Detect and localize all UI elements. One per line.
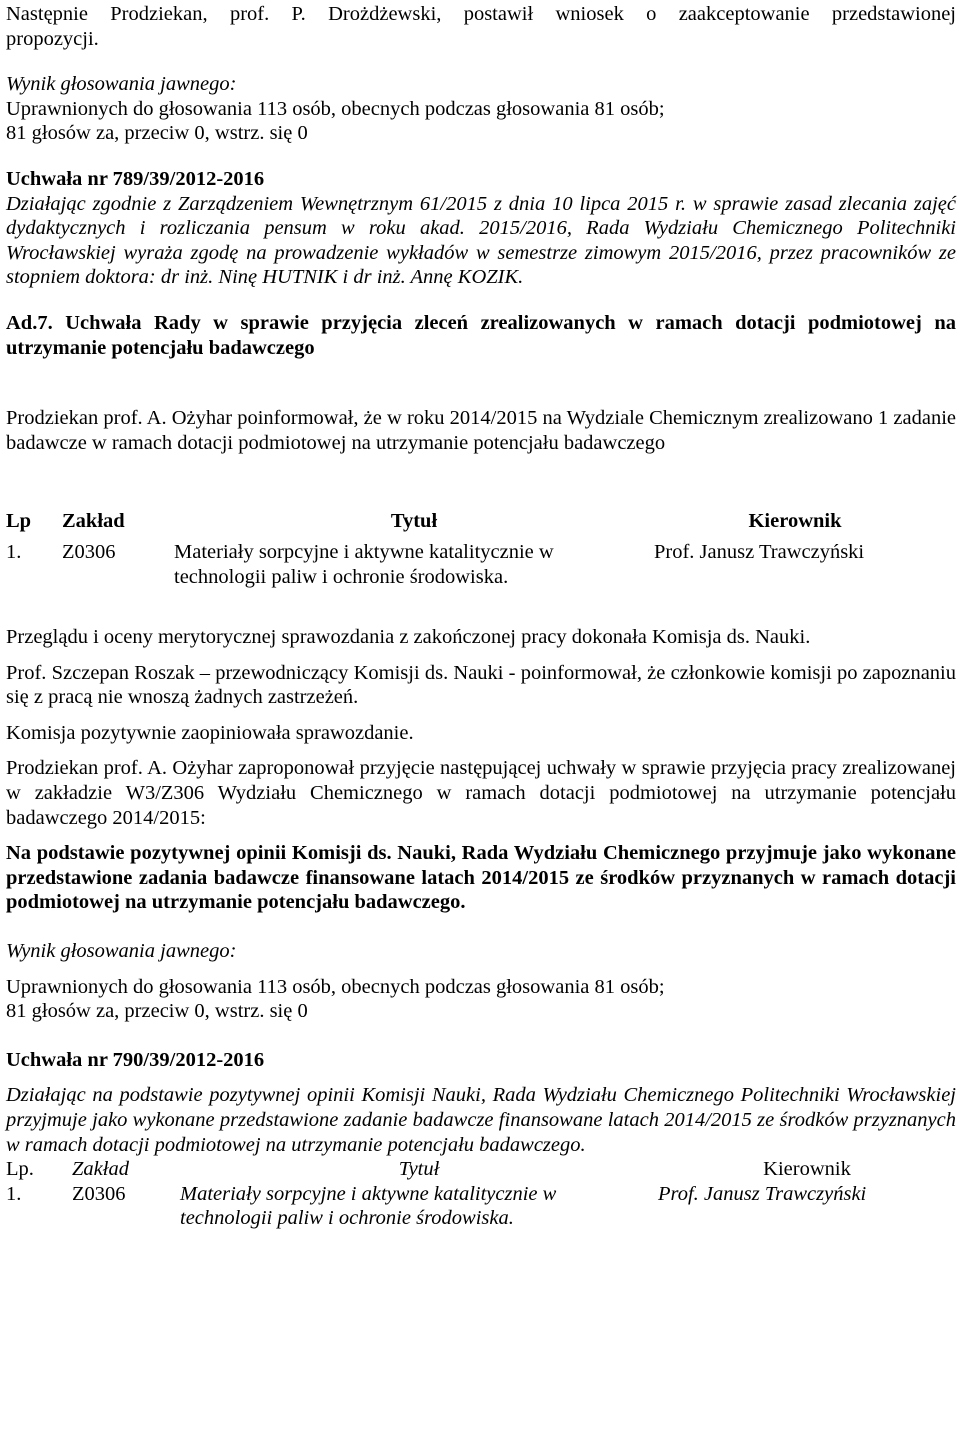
resolution-789-title: Uchwała nr 789/39/2012-2016 [6,167,265,190]
table1-cell-zaklad: Z0306 [62,540,116,563]
table2-header-tytul: Tytuł [398,1158,440,1181]
table2-header-zaklad: Zakład [72,1158,129,1181]
task-table-2 [6,1157,956,1231]
vote2-line2: 81 głosów za, przeciw 0, wstrz. się 0 [6,1000,308,1023]
bold-resolution-paragraph: Na podstawie pozytywnej opinii Komisji ds. Nauki, Rada Wydziału Chemicznego przyjmuje jako wykonane przedstawione zadania badawcze finansowane latach 2014/2015 ze środków przyznanych w ramach dotacji podmiotowej na utrzymanie potencjału badawczego. [6,842,956,914]
task-table [6,509,936,589]
ozyhar-info-paragraph: Prodziekan prof. A. Ożyhar poinformował, że w roku 2014/2015 na Wydziale Chemicznym zrealizowano 1 zadanie badawcze w ramach dotacji podmiotowej na utrzymanie potencjału badawczego [6,407,956,454]
intro-paragraph-line2: propozycji. [6,27,99,50]
vote2-header: Wynik głosowania jawnego: [6,940,237,963]
ozyhar-proposal-paragraph: Prodziekan prof. A. Ożyhar zaproponował przyjęcie następującej uchwały w sprawie przyjęcia pracy zrealizowanej w zakładzie W3/Z306 Wydziału Chemicznego w ramach dotacji podmiotowej na utrzymanie potencjału badawczego 2014/2015: [6,757,956,829]
vote2-line1: Uprawnionych do głosowania 113 osób, obecnych podczas głosowania 81 osób; [6,975,665,998]
table1-cell-tytul: Materiały sorpcyjne i aktywne katalitycznie w technologii paliw i ochronie środowiska. [174,540,554,588]
vote1-header: Wynik głosowania jawnego: [6,73,237,96]
table1-header-tytul: Tytuł [390,510,438,533]
table1-cell-kierownik: Prof. Janusz Trawczyński [654,540,865,563]
resolution-790-text: Działając na podstawie pozytywnej opinii Komisji Nauki, Rada Wydziału Chemicznego Politechniki Wrocławskiej przyjmuje jako wykonane przedstawione zadanie badawcze finansowane latach 2014/2015 ze środków przyznanych w ramach dotacji podmiotowej na utrzymanie potencjału badawczego. [6,1084,956,1156]
vote1-line1: Uprawnionych do głosowania 113 osób, obecnych podczas głosowania 81 osób; [6,97,665,120]
table-row [6,1182,956,1231]
table2-cell-kierownik: Prof. Janusz Trawczyński [658,1182,867,1205]
review-paragraph: Przeglądu i oceny merytorycznej sprawozdania z zakończonej pracy dokonała Komisja ds. Nauki. [6,626,811,649]
table2-cell-tytul: Materiały sorpcyjne i aktywne katalitycznie w technologii paliw i ochronie środowiska. [180,1182,557,1230]
roszak-paragraph: Prof. Szczepan Roszak – przewodniczący Komisji ds. Nauki - poinformował, że członkowie komisji po zapoznaniu się z pracą nie wnoszą żadnych zastrzeżeń. [6,661,956,709]
resolution-790-title: Uchwała nr 790/39/2012-2016 [6,1048,265,1071]
vote1-line2: 81 głosów za, przeciw 0, wstrz. się 0 [6,122,308,145]
ad7-heading: Ad.7. Uchwała Rady w sprawie przyjęcia zleceń zrealizowanych w ramach dotacji podmiotowej na utrzymanie potencjału badawczego [6,311,956,359]
table1-header-zaklad: Zakład [62,510,125,533]
table2-header-kierownik: Kierownik [763,1158,851,1181]
resolution-789-text: Działając zgodnie z Zarządzeniem Wewnętrznym 61/2015 z dnia 10 lipca 2015 r. w sprawie zasad zlecania zajęć dydaktycznych i rozliczania pensum w roku akad. 2015/2016, Rada Wydziału Chemicznego Politechniki Wrocławskiej wyraża zgodę na prowadzenie wykładów w semestrze zimowym 2015/2016, przez pracowników ze stopniem doktora: dr inż. Ninę HUTNIK i dr inż. Annę KOZIK. [6,192,956,289]
document-page [6,2,956,1231]
positive-opinion-paragraph: Komisja pozytywnie zaopiniowała sprawozdanie. [6,721,414,744]
table2-cell-zaklad: Z0306 [72,1182,126,1205]
table2-cell-lp: 1. [6,1182,22,1205]
intro-paragraph-line1: Następnie Prodziekan, prof. P. Drożdżewski, postawił wniosek o zaakceptowanie przedstawionej [6,3,956,25]
table1-header-lp: Lp [6,510,32,533]
table1-header-kierownik: Kierownik [748,510,842,533]
table2-header-lp: Lp. [6,1158,34,1181]
table-row [6,540,936,589]
table1-cell-lp: 1. [6,540,22,563]
